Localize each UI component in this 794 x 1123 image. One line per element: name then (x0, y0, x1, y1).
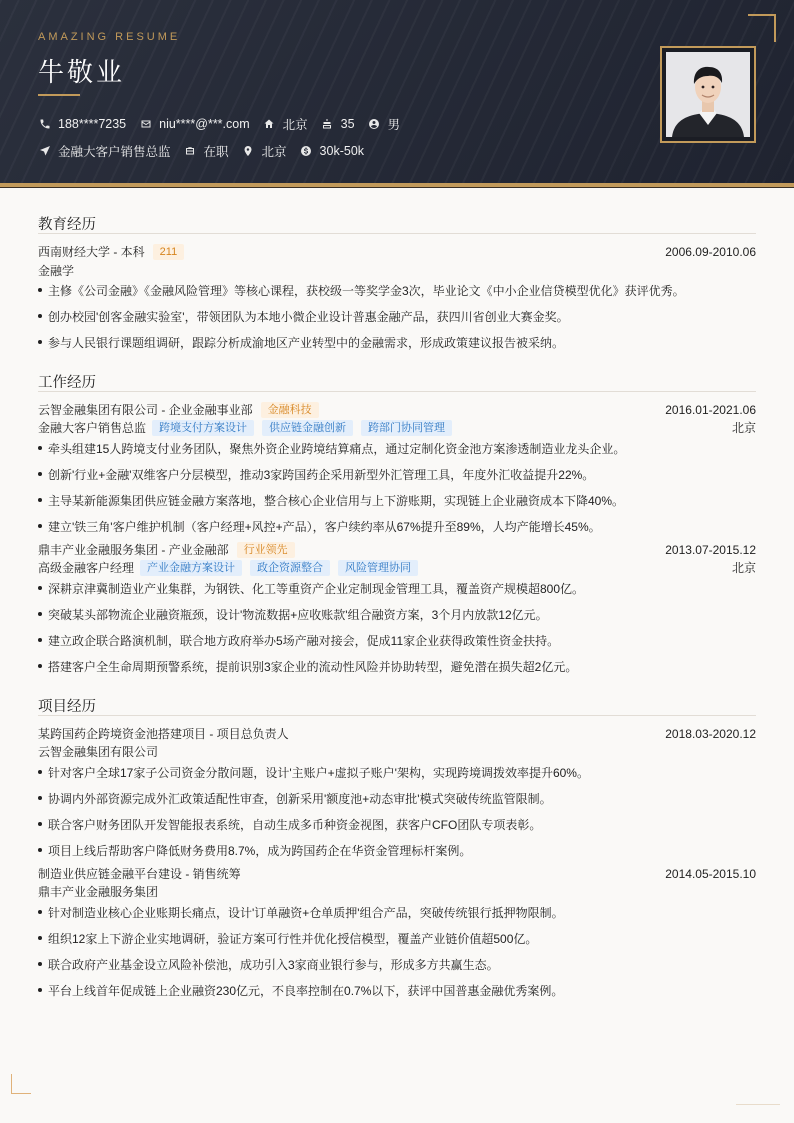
gender-value: 男 (387, 118, 401, 132)
target-position-info (38, 142, 171, 160)
education-bullet: 主修《公司金融》《金融风险管理》等核心课程，获校级一等奖学金3次，毕业论文《中小企业信贷模型优化》获评优秀。 (38, 282, 756, 299)
age-info (321, 117, 355, 131)
age-value: 35 (340, 117, 355, 131)
header-shadow-line (0, 187, 794, 188)
profile-photo (666, 52, 750, 137)
job-location: 北京 (731, 561, 756, 575)
job-location: 北京 (731, 421, 756, 435)
briefcase-icon (184, 145, 197, 158)
projects-section-title: 项目经历 (38, 699, 96, 715)
project-bullet: 组织12家上下游企业实地调研，验证方案可行性并优化授信模型，覆盖产业链价值超500亿。 (38, 930, 756, 947)
project-name: 某跨国药企跨境资金池搭建项目 - 项目总负责人 (38, 727, 289, 741)
project-date: 2018.03-2020.12 (665, 726, 756, 741)
gender-info (368, 115, 401, 133)
skill-tag: 跨部门协同管理 (361, 420, 452, 436)
education-bullet: 参与人民银行课题组调研，跟踪分析成渝地区产业转型中的金融需求，形成政策建议报告被采纳。 (38, 334, 756, 351)
work-section-title: 工作经历 (38, 375, 96, 391)
salary-info (300, 144, 364, 158)
job-header (38, 541, 756, 558)
education-bullet: 创办校园'创客金融实验室'，带领团队为本地小微企业设计普惠金融产品，获四川省创业大赛金奖。 (38, 308, 756, 325)
section-divider (38, 391, 756, 392)
skill-tag: 供应链金融创新 (262, 420, 353, 436)
skill-tag: 跨境支付方案设计 (152, 420, 254, 436)
cake-icon (321, 118, 334, 131)
job-role-row (38, 419, 756, 436)
salary-range: 30k-50k (319, 144, 365, 158)
project-org-row (38, 743, 756, 760)
status-info (184, 142, 229, 160)
target-city: 北京 (261, 145, 287, 159)
city-info (263, 115, 308, 133)
job-status: 在职 (203, 145, 229, 159)
education-major-row (38, 262, 756, 279)
project-org: 云智金融集团有限公司 (38, 745, 159, 759)
project-org-row (38, 883, 756, 900)
job-bullet: 建立'铁三角'客户维护机制（客户经理+风控+产品），客户续约率从67%提升至89%，人均产能增长45%。 (38, 518, 756, 535)
email-address: niu****@***.com (159, 117, 250, 131)
corner-ornament (748, 14, 776, 42)
company-tag: 金融科技 (261, 402, 319, 418)
intent-row (38, 142, 377, 160)
job-header (38, 401, 756, 418)
job-role-row (38, 559, 756, 576)
name-underline (38, 94, 80, 96)
project-bullet: 针对客户全球17家子公司资金分散问题，设计'主账户+虚拟子账户'架构，实现跨境调拨效率提升60%。 (38, 764, 756, 781)
major: 金融学 (38, 264, 75, 278)
phone-icon (38, 118, 51, 131)
target-position: 金融大客户销售总监 (58, 145, 171, 159)
profile-photo-frame (660, 46, 756, 143)
user-circle-icon (368, 118, 381, 131)
section-divider (38, 233, 756, 234)
project-bullet: 联合政府产业基金设立风险补偿池，成功引入3家商业银行参与，形成多方共赢生态。 (38, 956, 756, 973)
project-name: 制造业供应链金融平台建设 - 销售统筹 (38, 867, 241, 881)
company-name: 鼎丰产业金融服务集团 - 产业金融部 (38, 543, 229, 557)
school-name: 西南财经大学 - 本科 (38, 245, 145, 259)
job-bullet: 建立政企联合路演机制，联合地方政府举办5场产融对接会，促成11家企业获得政策性资金扶持。 (38, 632, 756, 649)
send-icon (38, 145, 51, 158)
contact-row (38, 115, 413, 133)
job-role: 高级金融客户经理 (38, 561, 135, 575)
location-pin-icon (242, 145, 255, 158)
job-bullet: 牵头组建15人跨境支付业务团队，聚焦外资企业跨境结算痛点，通过定制化资金池方案渗透制造业龙头企业。 (38, 440, 756, 457)
phone-number: 188****7235 (58, 117, 127, 131)
project-bullet: 协调内外部资源完成外汇政策适配性审查，创新采用'额度池+动态审批'模式突破传统监管限制。 (38, 790, 756, 807)
skill-tag: 产业金融方案设计 (140, 560, 242, 576)
job-role: 金融大客户销售总监 (38, 421, 147, 435)
target-city-info (242, 142, 287, 160)
job-date: 2013.07-2015.12 (665, 542, 756, 557)
project-header (38, 865, 756, 882)
company-tag: 行业领先 (237, 542, 295, 558)
project-header (38, 725, 756, 742)
job-bullet: 搭建客户全生命周期预警系统，提前识别3家企业的流动性风险并协助转型，避免潜在损失超2亿元。 (38, 658, 756, 675)
company-name: 云智金融集团有限公司 - 企业金融事业部 (38, 403, 253, 417)
job-bullet: 主导某新能源集团供应链金融方案落地，整合核心企业信用与上下游账期，实现链上企业融资成本下降40%。 (38, 492, 756, 509)
job-bullet: 突破某头部物流企业融资瓶颈，设计'物流数据+应收账款'组合融资方案，3个月内放款12亿元。 (38, 606, 756, 623)
corner-ornament (11, 1074, 31, 1094)
resume-header (0, 0, 794, 183)
footer-line (736, 1104, 780, 1105)
project-date: 2014.05-2015.10 (665, 866, 756, 881)
project-bullet: 联合客户财务团队开发智能报表系统，自动生成多币种资金视图，获客户CFO团队专项表彰。 (38, 816, 756, 833)
email-info (139, 117, 250, 131)
skill-tag: 政企资源整合 (250, 560, 330, 576)
project-org: 鼎丰产业金融服务集团 (38, 885, 159, 899)
home-icon (263, 118, 276, 131)
job-date: 2016.01-2021.06 (665, 402, 756, 417)
education-header (38, 243, 756, 260)
money-icon (300, 145, 313, 158)
project-bullet: 平台上线首年促成链上企业融资230亿元，不良率控制在0.7%以下，获评中国普惠金融优秀案例。 (38, 982, 756, 999)
mail-icon (139, 118, 152, 131)
section-divider (38, 715, 756, 716)
project-bullet: 针对制造业核心企业账期长痛点，设计'订单融资+仓单质押'组合产品，突破传统银行抵押物限制。 (38, 904, 756, 921)
skill-tag: 风险管理协同 (338, 560, 418, 576)
education-date: 2006.09-2010.06 (665, 244, 756, 259)
education-section-title: 教育经历 (38, 217, 96, 233)
project-bullet: 项目上线后帮助客户降低财务费用8.7%，成为跨国药企在华资金管理标杆案例。 (38, 842, 756, 859)
job-bullet: 深耕京津冀制造业产业集群，为钢铁、化工等重资产企业定制现金管理工具，覆盖资产规模超800亿。 (38, 580, 756, 597)
phone-info (38, 117, 126, 131)
job-bullet: 创新'行业+金融'双维客户分层模型，推动3家跨国药企采用新型外汇管理工具，年度外汇收益提升22%。 (38, 466, 756, 483)
candidate-name: 牛敬业 (38, 58, 126, 88)
resume-tagline: AMAZING RESUME (38, 31, 181, 43)
city-value: 北京 (282, 118, 308, 132)
school-tag: 211 (153, 244, 185, 260)
